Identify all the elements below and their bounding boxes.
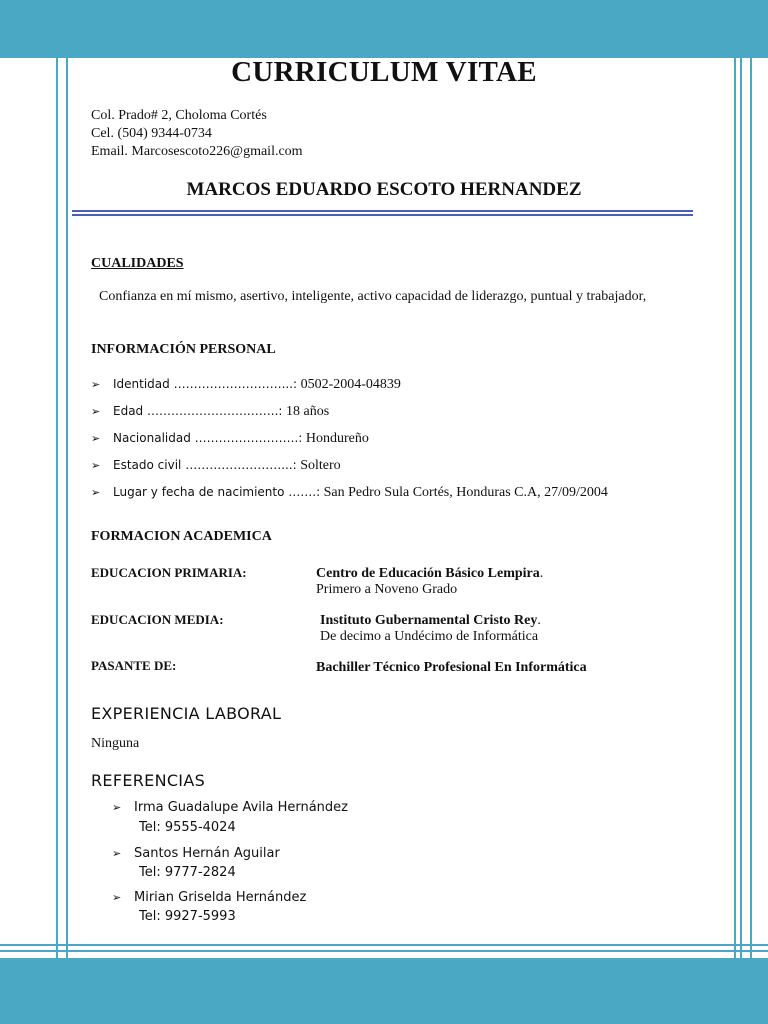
education-entry xyxy=(316,564,543,582)
personal-info-heading: INFORMACIÓN PERSONAL xyxy=(91,342,276,357)
personal-item-label: Edad xyxy=(113,404,144,418)
reference-phone: Tel: 9555-4024 xyxy=(139,820,236,835)
education-level-label: EDUCACION PRIMARIA: xyxy=(91,565,247,580)
personal-item xyxy=(91,485,608,501)
personal-item-label: Estado civil xyxy=(113,458,182,472)
qualities-text: Confianza en mí mismo, asertivo, inteligente, activo capacidad de liderazgo, puntual y trabajador, xyxy=(99,289,647,304)
frame-line-left-outer xyxy=(56,0,58,1024)
experience-heading: EXPERIENCIA LABORAL xyxy=(91,704,282,723)
bullet-arrow-icon: ➢ xyxy=(112,891,122,904)
reference-name xyxy=(112,800,348,815)
personal-item-value: Soltero xyxy=(296,458,341,473)
personal-item xyxy=(91,377,401,393)
bullet-arrow-icon: ➢ xyxy=(112,801,122,814)
personal-item-value: Hondureño xyxy=(302,431,369,446)
qualities-heading: CUALIDADES xyxy=(91,256,184,271)
personal-item-label: Nacionalidad xyxy=(113,431,191,445)
bullet-arrow-icon: ➢ xyxy=(91,378,101,391)
frame-line-bottom-lower xyxy=(0,950,768,952)
bullet-arrow-icon: ➢ xyxy=(91,459,101,472)
reference-name xyxy=(112,890,306,905)
experience-text: Ninguna xyxy=(91,736,140,751)
sheet-top-band xyxy=(68,0,734,58)
education-entry xyxy=(316,658,587,676)
sheet-bottom-band xyxy=(68,958,734,1024)
reference-name-text: Irma Guadalupe Avila Hernández xyxy=(134,800,348,815)
reference-phone: Tel: 9777-2824 xyxy=(139,865,236,880)
contact-phone: Cel. (504) 9344-0734 xyxy=(91,126,212,141)
contact-email: Email. Marcosescoto226@gmail.com xyxy=(91,144,303,159)
education-heading: FORMACION ACADEMICA xyxy=(91,529,272,544)
frame-line-right-outer xyxy=(750,0,752,1024)
name-rule-upper xyxy=(72,210,693,212)
reference-name-text: Mirian Griselda Hernández xyxy=(134,890,307,905)
contact-address: Col. Prado# 2, Choloma Cortés xyxy=(91,108,267,123)
references-heading: REFERENCIAS xyxy=(91,771,206,790)
personal-item xyxy=(91,404,329,420)
personal-item-leader: ……………………...: xyxy=(181,458,297,472)
personal-item-leader: …….: xyxy=(284,485,321,499)
bullet-arrow-icon: ➢ xyxy=(91,432,101,445)
bullet-arrow-icon: ➢ xyxy=(112,847,122,860)
reference-phone: Tel: 9927-5993 xyxy=(139,909,236,924)
frame-line-right-inner xyxy=(734,0,736,1024)
bullet-arrow-icon: ➢ xyxy=(91,486,101,499)
frame-line-bottom-upper xyxy=(0,944,768,946)
candidate-name: MARCOS EDUARDO ESCOTO HERNANDEZ xyxy=(186,179,582,200)
personal-item-label: Lugar y fecha de nacimiento xyxy=(113,485,285,499)
education-detail: De decimo a Undécimo de Informática xyxy=(320,629,539,644)
education-institution: Instituto Gubernamental Cristo Rey xyxy=(320,613,538,628)
education-entry xyxy=(320,611,541,629)
personal-item-leader: ……………………..: xyxy=(190,431,303,445)
personal-item xyxy=(91,431,369,447)
education-institution-suffix: . xyxy=(539,566,544,581)
reference-name-text: Santos Hernán Aguilar xyxy=(134,846,280,861)
education-institution: Centro de Educación Básico Lempira xyxy=(316,566,540,581)
document-title: CURRICULUM VITAE xyxy=(231,56,537,88)
education-institution: Bachiller Técnico Profesional En Informática xyxy=(316,660,587,675)
education-level-label: EDUCACION MEDIA: xyxy=(91,612,224,627)
bullet-arrow-icon: ➢ xyxy=(91,405,101,418)
education-detail: Primero a Noveno Grado xyxy=(316,582,458,597)
personal-item-value: 0502-2004-04839 xyxy=(297,377,401,392)
personal-item-label: Identidad xyxy=(113,377,170,391)
education-level-label: PASANTE DE: xyxy=(91,658,177,673)
personal-item xyxy=(91,458,341,474)
personal-item-leader: …………………….……..: xyxy=(143,404,283,418)
personal-item-value: San Pedro Sula Cortés, Honduras C.A, 27/09/2004 xyxy=(320,485,608,500)
reference-name xyxy=(112,846,280,861)
personal-item-value: 18 años xyxy=(282,404,330,419)
frame-line-right-mid xyxy=(740,0,742,1024)
frame-line-left-inner xyxy=(66,0,68,1024)
name-rule-lower xyxy=(72,214,693,216)
education-institution-suffix: . xyxy=(537,613,541,628)
personal-item-leader: ………………………...: xyxy=(169,377,298,391)
